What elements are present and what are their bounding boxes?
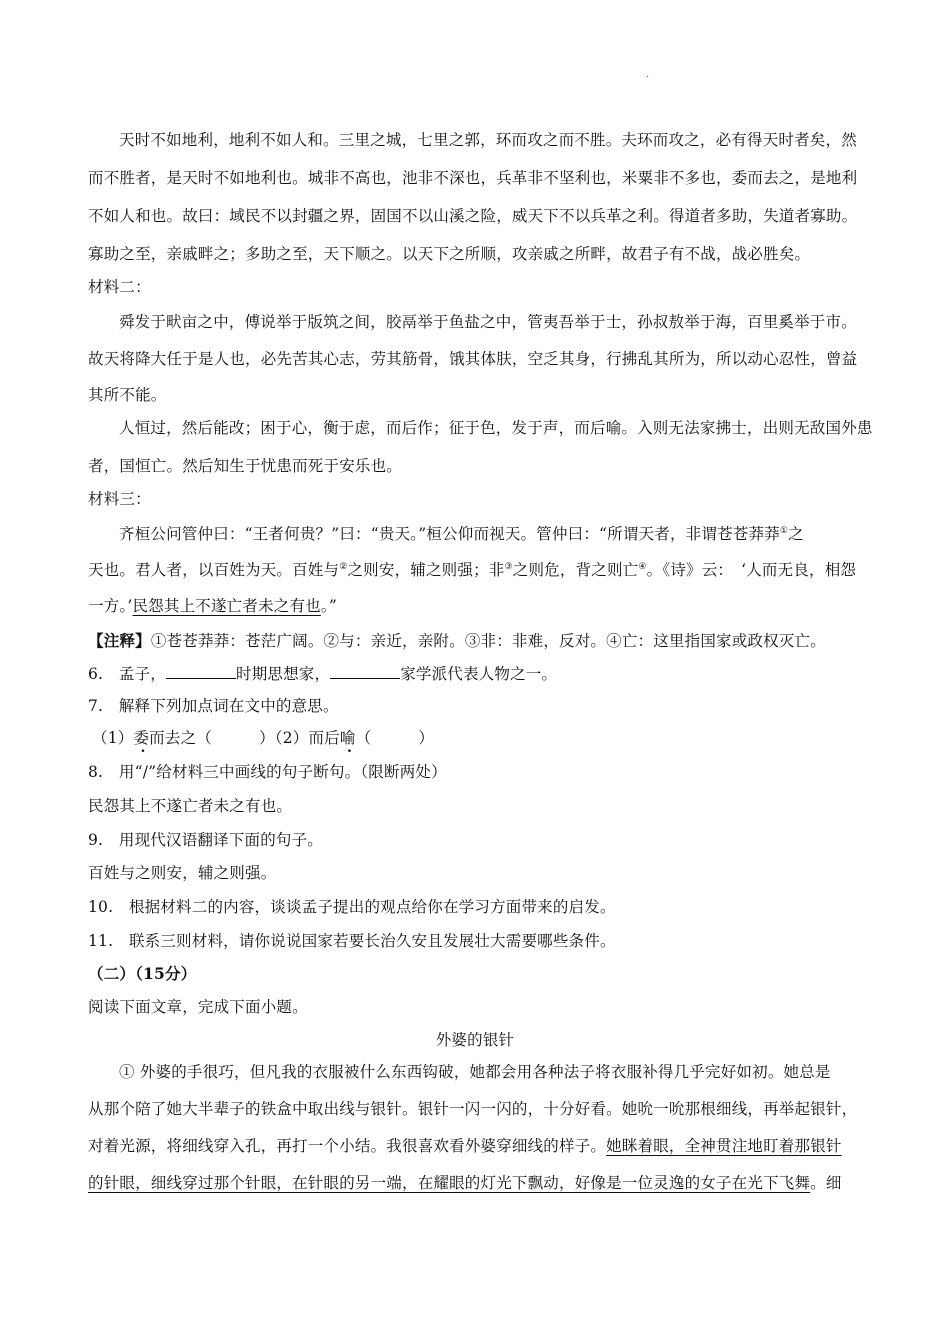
annotation-text: ①苍苍莽莽：苍茫广阔。②与：亲近，亲附。③非：非难，反对。④亡：这里指国家或政权灭亡。 bbox=[150, 632, 826, 650]
material2-line: 者，国恒亡。然后知生于忧患而死于安乐也。 bbox=[88, 457, 403, 475]
dotted-word: 喻 bbox=[339, 729, 356, 747]
text-run: 天也。君人者，以百姓为天。百姓与 bbox=[88, 561, 340, 579]
footnote-marker: ② bbox=[339, 561, 348, 572]
material2-line: 故天将降大任于是人也，必先苦其心志，劳其筋骨，饿其体肤，空乏其身，行拂乱其所为，所以动心忍性，曾益 bbox=[88, 350, 858, 368]
text-run: 6. 孟子， bbox=[88, 665, 166, 683]
section-instruction: 阅读下面文章，完成下面小题。 bbox=[88, 998, 308, 1016]
underlined-sentence: 民怨其上不遂亡者未之有也 bbox=[132, 597, 321, 615]
text-run: 家学派代表人物之一。 bbox=[400, 665, 558, 683]
article-line: ① 外婆的手很巧，但凡我的衣服被什么东西钩破，她都会用各种法子将衣服补得几乎完好如初。她总是 bbox=[119, 1063, 831, 1081]
material3-label: 材料三： bbox=[88, 490, 151, 508]
text-run: （ ） bbox=[355, 729, 435, 747]
material1-line: 寡助之至，亲戚畔之；多助之至，天下顺之。以天下之所顺，攻亲戚之所畔，故君子有不战，战必胜矣。 bbox=[88, 245, 811, 263]
material1-line: 不如人和也。故曰：域民不以封疆之界，固国不以山溪之险，威天下不以兵革之利。得道者多助，失道者寡助。 bbox=[88, 207, 858, 225]
footnote-marker: ③ bbox=[504, 561, 513, 572]
question-9: 9. 用现代汉语翻译下面的句子。 bbox=[88, 831, 323, 849]
text-run: 之则安，辅之则强；非 bbox=[347, 561, 505, 579]
question-7-items bbox=[92, 726, 434, 748]
material2-line: 其所不能。 bbox=[88, 386, 167, 404]
annotation-line bbox=[88, 629, 826, 651]
material1-line: 而不胜者，是天时不如地利也。城非不高也，池非不深也，兵革非不坚利也，米粟非不多也，委而去之，是地利 bbox=[88, 169, 858, 187]
material3-line bbox=[88, 558, 856, 580]
footnote-marker: ④ bbox=[638, 561, 647, 572]
article-title: 外婆的银针 bbox=[435, 1031, 515, 1049]
question-8: 8. 用“/”给材料三中画线的句子断句。（限断两处） bbox=[88, 763, 447, 781]
text-run: 。《诗》云： ‘人而无良，相怨 bbox=[646, 561, 857, 579]
text-run: 时期思想家， bbox=[236, 665, 331, 683]
text-run: 齐桓公问管仲曰：“王者何贵？”曰：“贵天。”桓公仰而视天。管仲曰：“所谓天者，非谓苍苍莽莽 bbox=[119, 525, 780, 543]
answer-blank[interactable] bbox=[330, 664, 400, 679]
section-heading: （二）（15分） bbox=[88, 964, 197, 983]
underlined-sentence: 的针眼，细线穿过那个针眼，在针眼的另一端，在耀眼的灯光下飘动，好像是一位灵逸的女子在光下飞舞 bbox=[88, 1174, 811, 1192]
annotation-label: 【注释】 bbox=[88, 631, 151, 650]
text-run: 之 bbox=[788, 525, 804, 543]
article-line bbox=[88, 1134, 842, 1156]
question-11: 11. 联系三则材料，请你说说国家若要长治久安且发展壮大需要哪些条件。 bbox=[88, 932, 616, 950]
material2-line: 舜发于畎亩之中，傅说举于版筑之间，胶鬲举于鱼盐之中，管夷吾举于士，孙叔敖举于海，百里奚举于市。 bbox=[119, 313, 857, 331]
dotted-word: 委 bbox=[133, 729, 150, 747]
material3-line bbox=[88, 594, 337, 616]
answer-blank[interactable] bbox=[166, 664, 236, 679]
material1-line: 天时不如地利，地利不如人和。三里之城，七里之郭，环而攻之而不胜。夫环而攻之，必有得天时者矣，然 bbox=[119, 131, 857, 149]
footnote-marker: ① bbox=[779, 525, 789, 536]
header-dot: · bbox=[646, 72, 650, 83]
text-run: 一方。’ bbox=[88, 597, 133, 615]
text-run: 。” bbox=[320, 597, 337, 615]
material2-label: 材料二： bbox=[88, 278, 151, 296]
article-line: 从那个陪了她大半辈子的铁盒中取出线与银针。银针一闪一闪的，十分好看。她吮一吮那根细线，再举起银针， bbox=[88, 1100, 858, 1118]
text-run: 而去之（ ）（2）而后 bbox=[149, 729, 340, 747]
text-run: 对着光源，将细线穿入孔，再打一个小结。我很喜欢看外婆穿细线的样子。 bbox=[88, 1137, 607, 1155]
text-run: 之则危，背之则亡 bbox=[512, 561, 639, 579]
text-run: 。细 bbox=[810, 1174, 842, 1192]
question-6 bbox=[88, 662, 557, 684]
question-9-sentence: 百姓与之则安，辅之则强。 bbox=[88, 864, 277, 882]
question-8-sentence: 民怨其上不遂亡者未之有也。 bbox=[88, 797, 293, 815]
text-run: （1） bbox=[92, 729, 134, 747]
material2-line: 人恒过，然后能改；困于心，衡于虑，而后作；征于色，发于声，而后喻。入则无法家拂士，出则无敌国外患 bbox=[119, 419, 873, 437]
underlined-sentence: 她眯着眼，全神贯注地盯着那银针 bbox=[606, 1137, 842, 1155]
material3-line bbox=[119, 522, 804, 544]
article-line bbox=[88, 1171, 842, 1193]
question-10: 10. 根据材料二的内容，谈谈孟子提出的观点给你在学习方面带来的启发。 bbox=[88, 898, 616, 916]
question-7: 7. 解释下列加点词在文中的意思。 bbox=[88, 697, 339, 715]
